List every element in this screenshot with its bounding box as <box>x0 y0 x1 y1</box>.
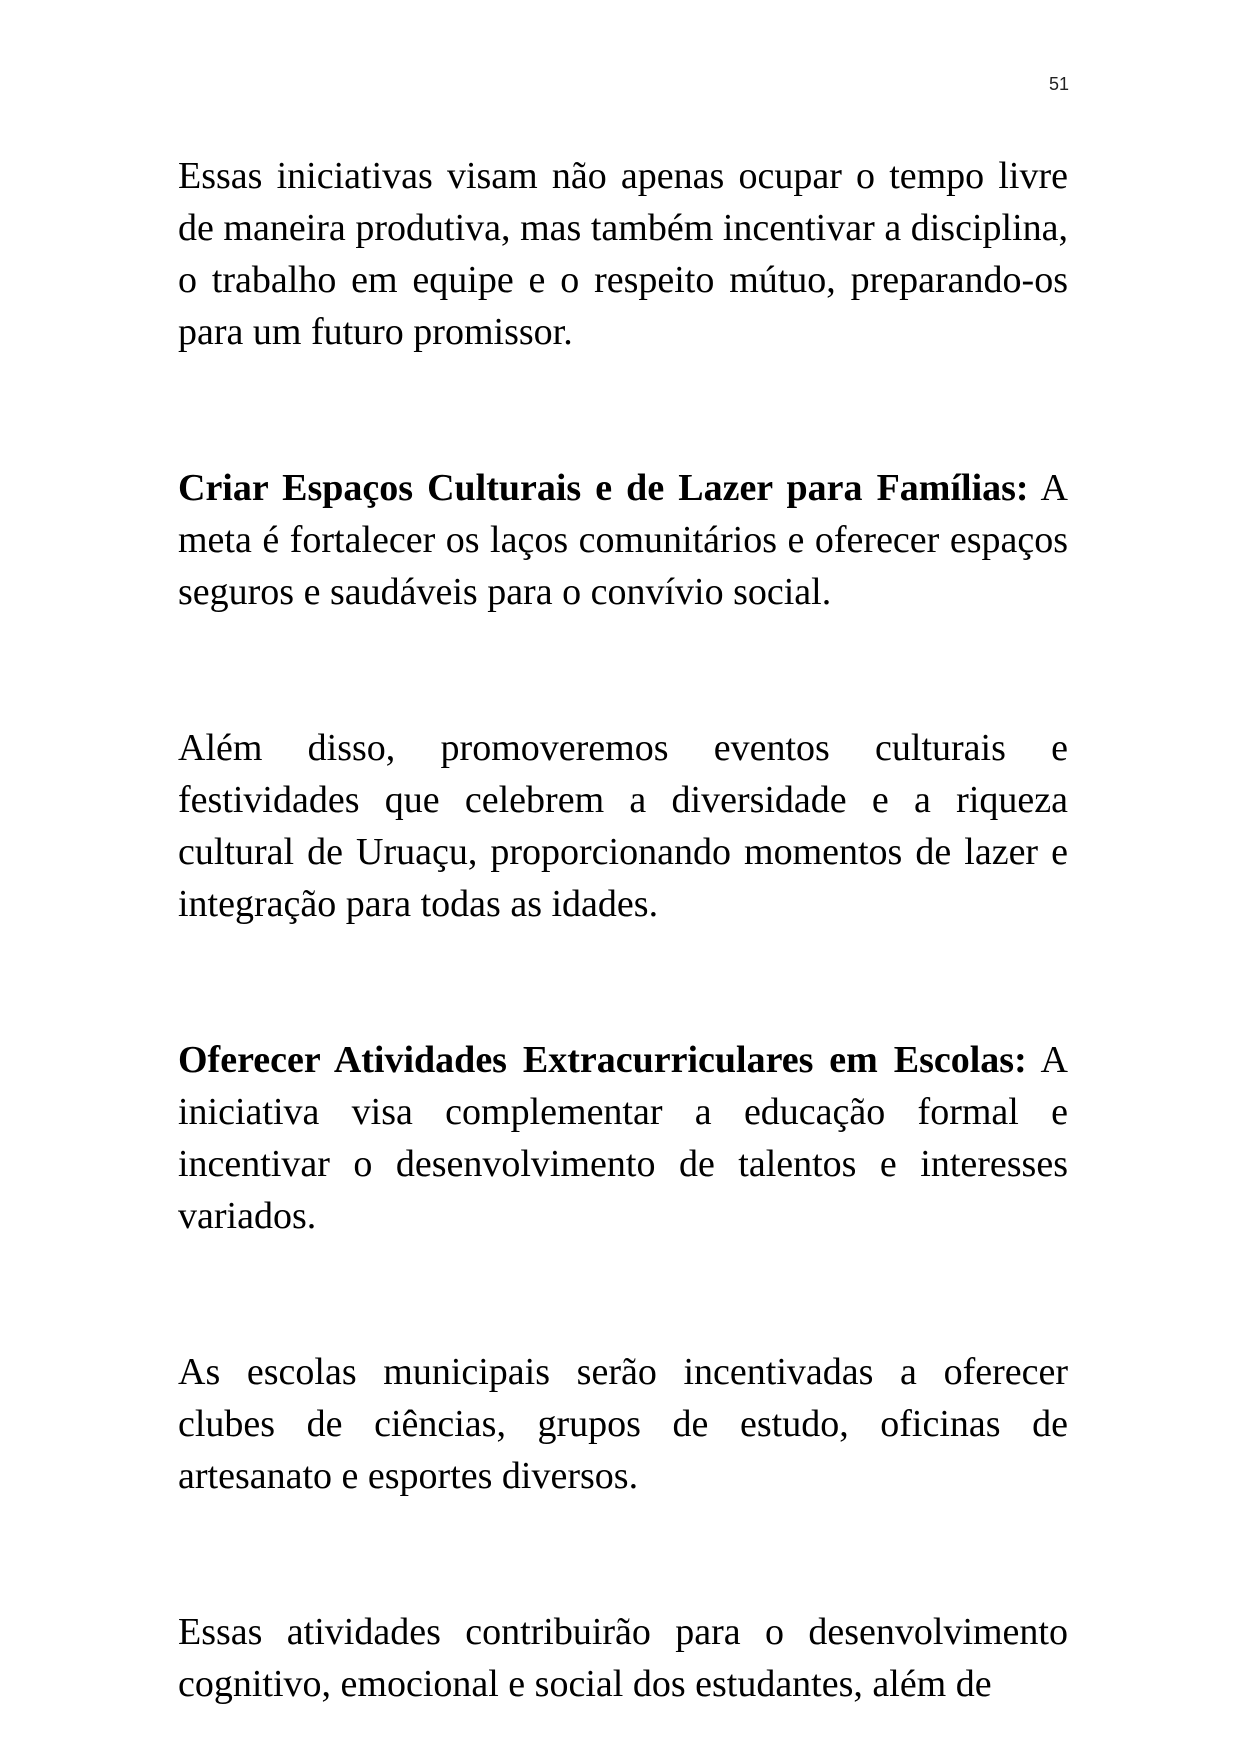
paragraph-1 <box>178 150 1068 358</box>
paragraph-2-text: A meta é fortalecer os laços comunitários e oferecer espaços seguros e saudáveis para o convívio social. <box>178 467 1068 613</box>
paragraph-4 <box>178 1034 1068 1242</box>
paragraph-6 <box>178 1606 1068 1710</box>
paragraph-4-text: A iniciativa visa complementar a educação formal e incentivar o desenvolvimento de talentos e interesses variados. <box>178 1039 1068 1237</box>
page-number: 51 <box>1048 74 1069 94</box>
section-heading-cultural-spaces: Criar Espaços Culturais e de Lazer para Famílias: <box>178 467 1029 509</box>
paragraph-5-text: As escolas municipais serão incentivadas a oferecer clubes de ciências, grupos de estudo, oficinas de artesanato e esportes diversos. <box>178 1351 1068 1497</box>
paragraph-1-text: Essas iniciativas visam não apenas ocupar o tempo livre de maneira produtiva, mas também incentivar a disciplina, o trabalho em equipe e o respeito mútuo, preparando-os para um futuro promissor. <box>178 155 1068 353</box>
paragraph-6-text: Essas atividades contribuirão para o desenvolvimento cognitivo, emocional e social dos estudantes, além de <box>178 1611 1068 1705</box>
paragraph-2 <box>178 462 1068 618</box>
section-heading-extracurricular: Oferecer Atividades Extracurriculares em Escolas: <box>178 1039 1027 1081</box>
page-content <box>178 150 1068 1710</box>
paragraph-5 <box>178 1346 1068 1502</box>
paragraph-3-text: Além disso, promoveremos eventos culturais e festividades que celebrem a diversidade e a riqueza cultural de Uruaçu, proporcionando momentos de lazer e integração para todas as idades. <box>178 727 1068 925</box>
paragraph-3 <box>178 722 1068 930</box>
